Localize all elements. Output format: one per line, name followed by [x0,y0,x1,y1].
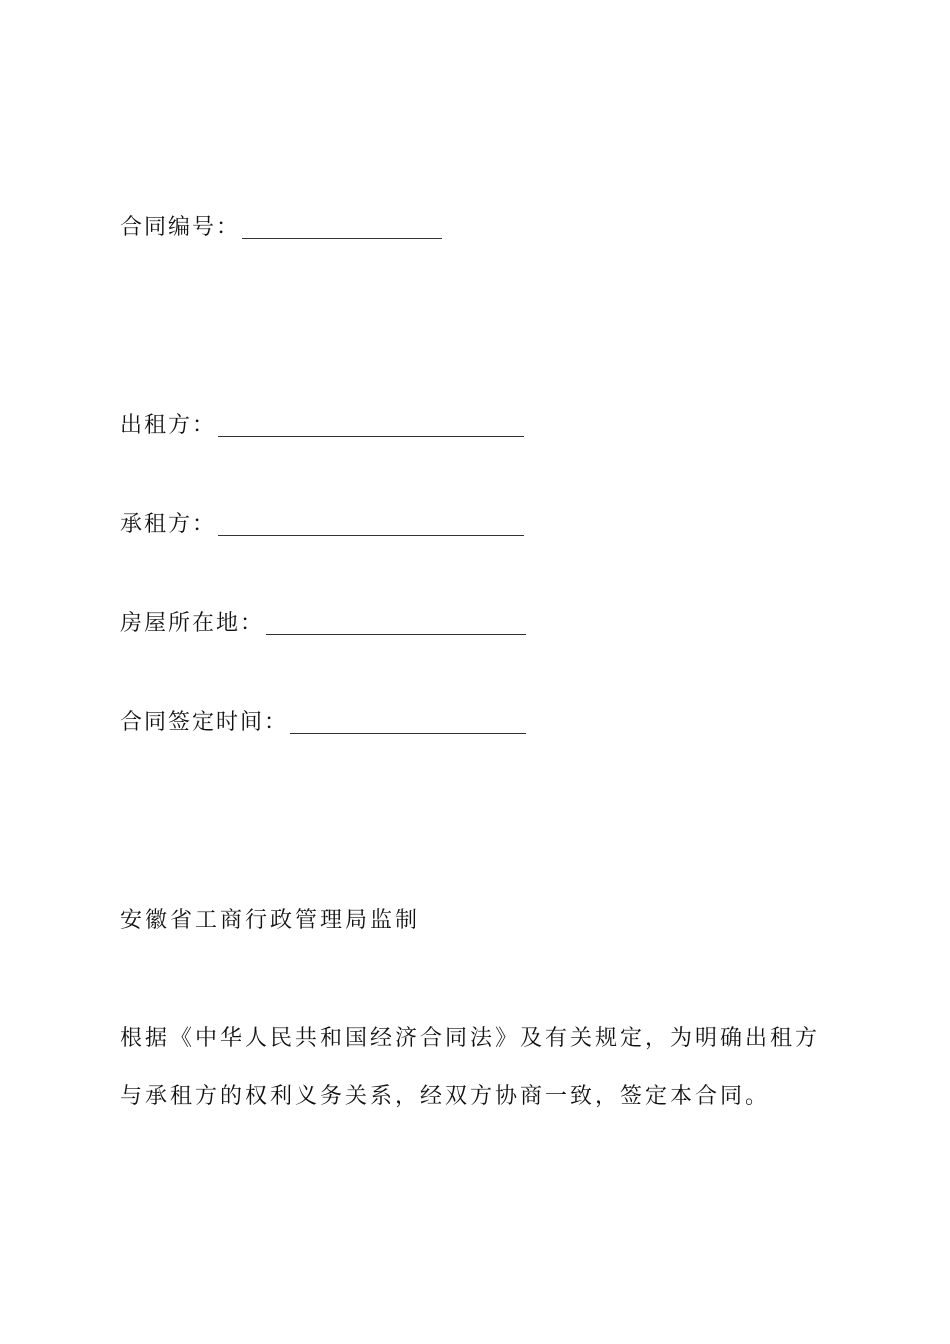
lessee-blank [218,513,524,536]
lessee-row [120,513,524,536]
lessor-label: 出租方： [120,413,217,438]
property-location-row [120,612,526,635]
lessee-label: 承租方： [120,512,217,537]
lessor-row [120,414,524,437]
intro-paragraph: 根据《中华人民共和国经济合同法》及有关规定，为明确出租方与承租方的权利义务关系，经双方协商一致，签定本合同。 [120,1026,821,1109]
contract-number-label: 合同编号： [120,215,241,240]
contract-number-row [120,216,442,239]
property-location-label: 房屋所在地： [120,611,265,636]
issuer-text: 安徽省工商行政管理局监制 [120,908,421,933]
lessor-blank [218,414,524,437]
signing-date-blank [290,711,526,734]
property-location-blank [266,612,526,635]
signing-date-row [120,711,526,734]
signing-date-label: 合同签定时间： [120,710,289,735]
contract-number-blank [242,216,442,239]
